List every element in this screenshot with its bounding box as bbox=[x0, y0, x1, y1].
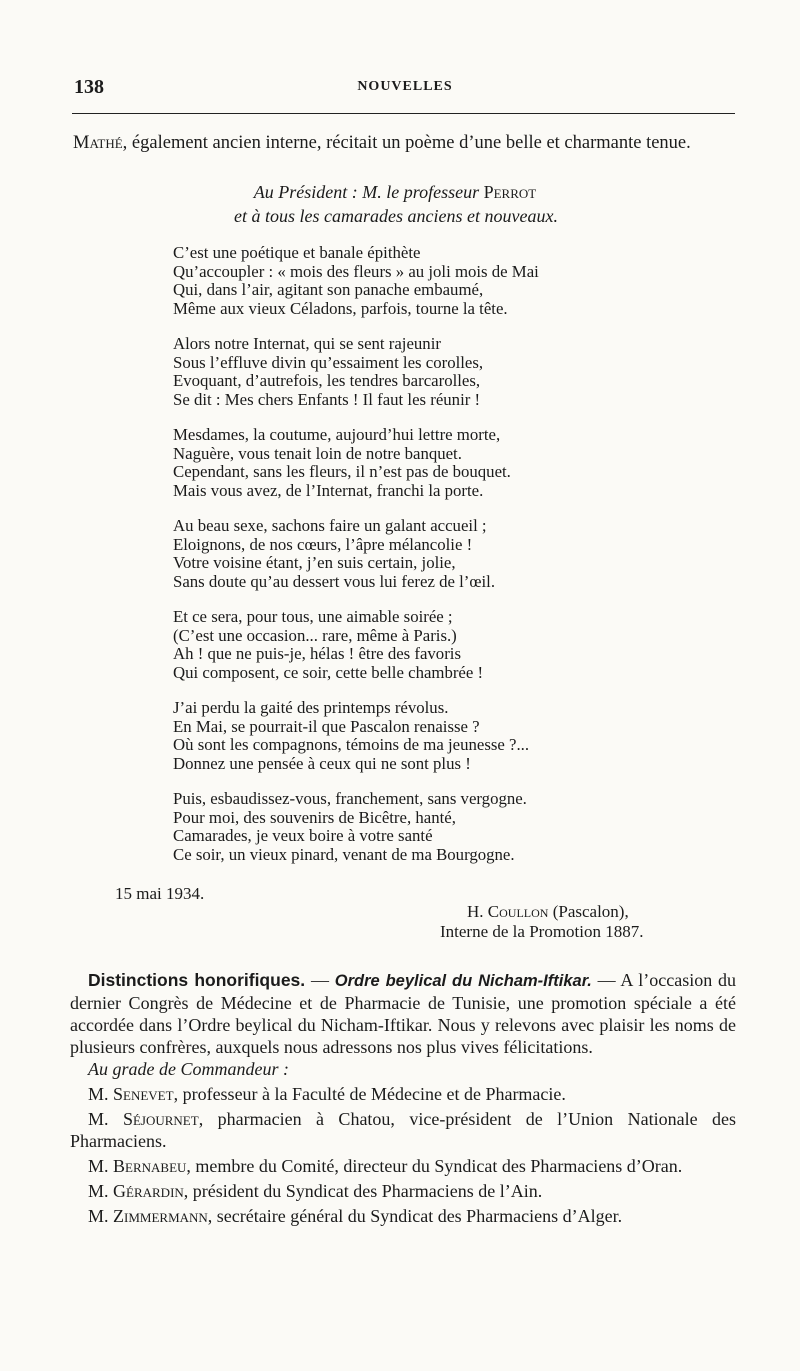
entry-prefix: M. bbox=[88, 1156, 114, 1176]
dedication-name: Perrot bbox=[483, 182, 537, 202]
poem-line: Pour moi, des souvenirs de Bicêtre, hanté, bbox=[173, 807, 456, 827]
poem-line: C’est une poétique et banale épithète bbox=[173, 243, 421, 262]
poem-line: Ce soir, un vieux pinard, venant de ma Bourgogne. bbox=[173, 844, 515, 864]
poem-line: Puis, esbaudissez-vous, franchement, sans vergogne. bbox=[173, 789, 527, 808]
entry-name: Zimmermann bbox=[113, 1206, 208, 1226]
poem-line: Sous l’effluve divin qu’essaiment les corolles, bbox=[173, 352, 484, 372]
poem-stanza bbox=[173, 790, 673, 864]
entry-name: Senevet bbox=[113, 1084, 174, 1104]
distinction-entry bbox=[70, 1155, 736, 1177]
entry-text: , pharmacien à Chatou, vice-président de l’Union Nationale des Pharmaciens. bbox=[70, 1109, 736, 1151]
intro-paragraph bbox=[73, 132, 739, 154]
poem-line: Qu’accoupler : « mois des fleurs » au joli mois de Mai bbox=[173, 261, 539, 281]
distinctions-section bbox=[70, 969, 736, 1227]
poem-line: Votre voisine étant, j’en suis certain, jolie, bbox=[173, 553, 456, 572]
entry-text: , président du Syndicat des Pharmaciens de l’Ain. bbox=[183, 1181, 543, 1201]
distinction-entry bbox=[70, 1180, 736, 1202]
running-head: NOUVELLES bbox=[357, 79, 453, 94]
dedication-line-2: et à tous les camarades anciens et nouveaux. bbox=[234, 206, 558, 226]
signature-name: Coullon bbox=[487, 902, 549, 921]
poem-line: Se dit : Mes chers Enfants ! Il faut les réunir ! bbox=[173, 389, 481, 409]
poem bbox=[173, 244, 673, 881]
section-title: Distinctions honorifiques. bbox=[88, 970, 306, 990]
poem-line: Naguère, vous tenait loin de notre banquet. bbox=[173, 443, 462, 463]
entry-text: , secrétaire général du Syndicat des Pharmaciens d’Alger. bbox=[207, 1206, 623, 1226]
subtitle-dash: — bbox=[591, 970, 621, 990]
poem-line: Qui, dans l’air, agitant son panache embaumé, bbox=[173, 280, 484, 299]
poem-line: Qui composent, ce soir, cette belle chambrée ! bbox=[173, 662, 484, 682]
dedication-line-1 bbox=[0, 182, 795, 203]
poem-line: Camarades, je veux boire à votre santé bbox=[173, 826, 433, 845]
signature-line-1 bbox=[440, 902, 644, 922]
poem-line: Sans doute qu’au dessert vous lui ferez de l’œil. bbox=[173, 571, 496, 591]
title-dash: — bbox=[305, 970, 335, 990]
section-body: A l’occasion du dernier Congrès de Médecine et de Pharmacie de Tunisie, une promotion spéciale a été accordée dans l’Ordre beylical du Nicham-Iftikar. Nous y relevons avec plaisir les noms de plusieurs confrères, auxquels nous adressons nos plus vives félicitations. bbox=[70, 970, 737, 1057]
distinctions-paragraph bbox=[70, 969, 736, 1058]
entry-prefix: M. bbox=[88, 1181, 114, 1201]
header-rule bbox=[72, 113, 735, 114]
poem-line: Mesdames, la coutume, aujourd’hui lettre morte, bbox=[173, 425, 501, 444]
poem-line: Eloignons, de nos cœurs, l’âpre mélancolie ! bbox=[173, 534, 473, 554]
intro-author-name: Mathé bbox=[73, 133, 123, 153]
entry-prefix: M. bbox=[88, 1084, 114, 1104]
poem-stanza bbox=[173, 608, 673, 682]
entry-text: , professeur à la Faculté de Médecine et de Pharmacie. bbox=[173, 1084, 566, 1104]
page-number: 138 bbox=[74, 76, 104, 98]
entry-prefix: M. bbox=[88, 1206, 114, 1226]
poem-signature bbox=[440, 902, 644, 942]
entry-prefix: M. bbox=[88, 1109, 123, 1129]
poem-line: (C’est une occasion... rare, même à Paris.) bbox=[173, 625, 457, 645]
poem-line: J’ai perdu la gaité des printemps révolus. bbox=[173, 698, 449, 717]
poem-stanza bbox=[173, 426, 673, 500]
dedication-prefix: Au Président : M. le professeur bbox=[253, 182, 484, 202]
signature-suffix: (Pascalon), bbox=[548, 902, 629, 921]
section-subtitle: Ordre beylical du Nicham-Iftikar. bbox=[334, 972, 592, 990]
poem-stanza bbox=[173, 335, 673, 409]
poem-date: 15 mai 1934. bbox=[115, 884, 205, 903]
poem-line: En Mai, se pourrait-il que Pascalon renaisse ? bbox=[173, 716, 480, 736]
poem-line: Au beau sexe, sachons faire un galant accueil ; bbox=[173, 516, 487, 535]
grade-heading: Au grade de Commandeur : bbox=[88, 1059, 289, 1079]
signature-initial: H. bbox=[467, 902, 488, 921]
poem-line: Alors notre Internat, qui se sent rajeunir bbox=[173, 334, 441, 353]
poem-stanza bbox=[173, 244, 673, 318]
poem-line: Mais vous avez, de l’Internat, franchi la porte. bbox=[173, 480, 484, 500]
poem-line: Evoquant, d’autrefois, les tendres barcarolles, bbox=[173, 371, 481, 390]
page-header bbox=[70, 76, 740, 98]
poem-line: Et ce sera, pour tous, une aimable soirée ; bbox=[173, 607, 453, 626]
poem-line: Ah ! que ne puis-je, hélas ! être des favoris bbox=[173, 644, 461, 663]
poem-line: Cependant, sans les fleurs, il n’est pas de bouquet. bbox=[173, 462, 511, 481]
distinction-entry bbox=[70, 1108, 736, 1152]
signature-line-2: Interne de la Promotion 1887. bbox=[440, 922, 644, 941]
distinction-entry bbox=[70, 1083, 736, 1105]
poem-line: Où sont les compagnons, témoins de ma jeunesse ?... bbox=[173, 735, 530, 754]
poem-stanza bbox=[173, 699, 673, 773]
entry-text: , membre du Comité, directeur du Syndicat des Pharmaciens d’Oran. bbox=[186, 1156, 683, 1176]
distinction-entry bbox=[70, 1205, 736, 1227]
entry-name: Bernabeu bbox=[113, 1156, 187, 1176]
poem-line: Même aux vieux Céladons, parfois, tourne la tête. bbox=[173, 298, 508, 318]
intro-text: , également ancien interne, récitait un poème d’une belle et charmante tenue. bbox=[122, 133, 691, 153]
poem-stanza bbox=[173, 517, 673, 591]
entry-name: Séjournet bbox=[122, 1109, 199, 1129]
entry-name: Gérardin bbox=[113, 1181, 184, 1201]
poem-line: Donnez une pensée à ceux qui ne sont plus ! bbox=[173, 753, 471, 773]
